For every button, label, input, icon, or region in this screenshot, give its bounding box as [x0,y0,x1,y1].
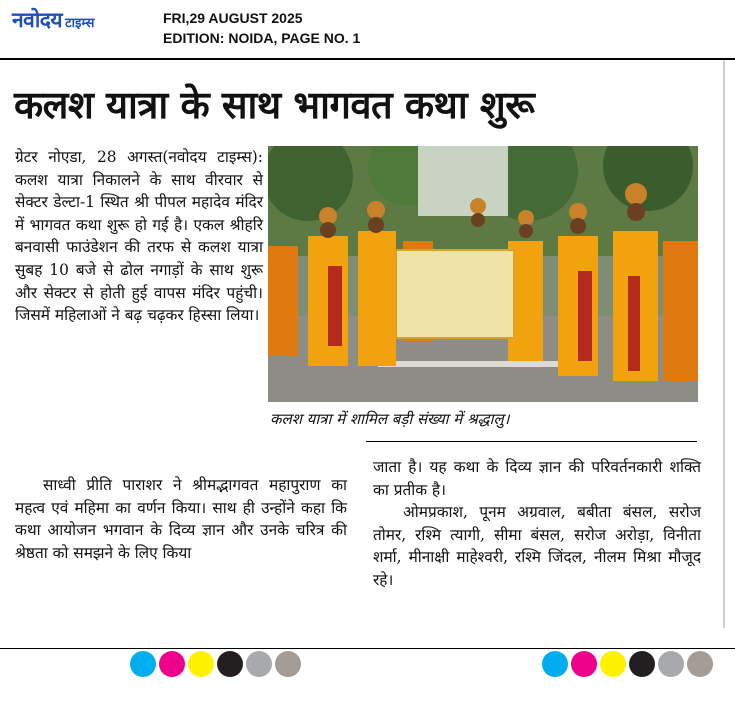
logo-main-text: नवोदय [12,8,63,32]
caption-rule [366,441,697,442]
taupe-dot [275,651,301,677]
issue-date: FRI,29 AUGUST 2025 [163,10,303,26]
news-photo [268,146,698,402]
black-dot [217,651,243,677]
yellow-dot [188,651,214,677]
magenta-dot [159,651,185,677]
logo-sub-text: टाइम्स [65,16,95,31]
newspaper-logo [12,6,94,34]
page-edge-strip [723,60,725,628]
cyan-dot [130,651,156,677]
article-paragraph-3: जाता है। यह कथा के दिव्य ज्ञान की परिवर्तनकारी शक्ति का प्रतीक है। [373,458,701,499]
edition-info: EDITION: NOIDA, PAGE NO. 1 [163,30,361,46]
cyan-dot [542,651,568,677]
attendees-paragraph: ओमप्रकाश, पूनम अग्रवाल, बबीता बंसल, सरोज तोमर, रश्मि त्यागी, सीमा बंसल, सरोज अरोड़ा, विनीता शर्मा, मीनाक्षी माहेश्वरी, रश्मि जिंदल, नीलम मिश्रा मौजूद रहे। [373,503,701,589]
masthead [0,0,735,58]
article-column-3 [373,456,701,592]
article-column-1 [15,146,263,327]
magenta-dot [571,651,597,677]
black-dot [629,651,655,677]
footer-rule [0,648,735,649]
registration-marks-right [542,651,713,679]
grey-dot [246,651,272,677]
article-paragraph-1: ग्रेटर नोएडा, 28 अगस्त(नवोदय टाइम्स): कलश यात्रा निकालने के साथ वीरवार से सेक्टर डेल्टा-1 स्थित श्री पीपल महादेव मंदिर में भागवत कथा शुरू हो गई है। एकल श्रीहरि बनवासी फाउंडेशन की तरफ से कलश यात्रा सुबह 10 बजे से ढोल नगाड़ों के साथ शुरू और सेक्टर से होती हुई वापस मंदिर पहुंची। जिसमें महिलाओं ने बढ़ चढ़कर हिस्सा लिया। [15,148,263,325]
masthead-rule [0,58,735,60]
taupe-dot [687,651,713,677]
registration-marks-left [130,651,301,679]
procession-photo-illustration [268,146,698,402]
photo-caption: कलश यात्रा में शामिल बड़ी संख्या में श्रद्धालु। [270,410,510,428]
yellow-dot [600,651,626,677]
grey-dot [658,651,684,677]
dateline [163,8,360,48]
article-paragraph-2: साध्वी प्रीति पाराशर ने श्रीमद्भागवत महापुराण का महत्व एवं महिमा का वर्णन किया। साथ ही उन्होंने कहा कि कथा आयोजन भगवान के दिव्य ज्ञान और उनके चरित्र की श्रेष्ठता को समझने के लिए किया [15,476,347,562]
article-headline: कलश यात्रा के साथ भागवत कथा शुरू [14,83,535,127]
article-column-2 [15,474,347,564]
